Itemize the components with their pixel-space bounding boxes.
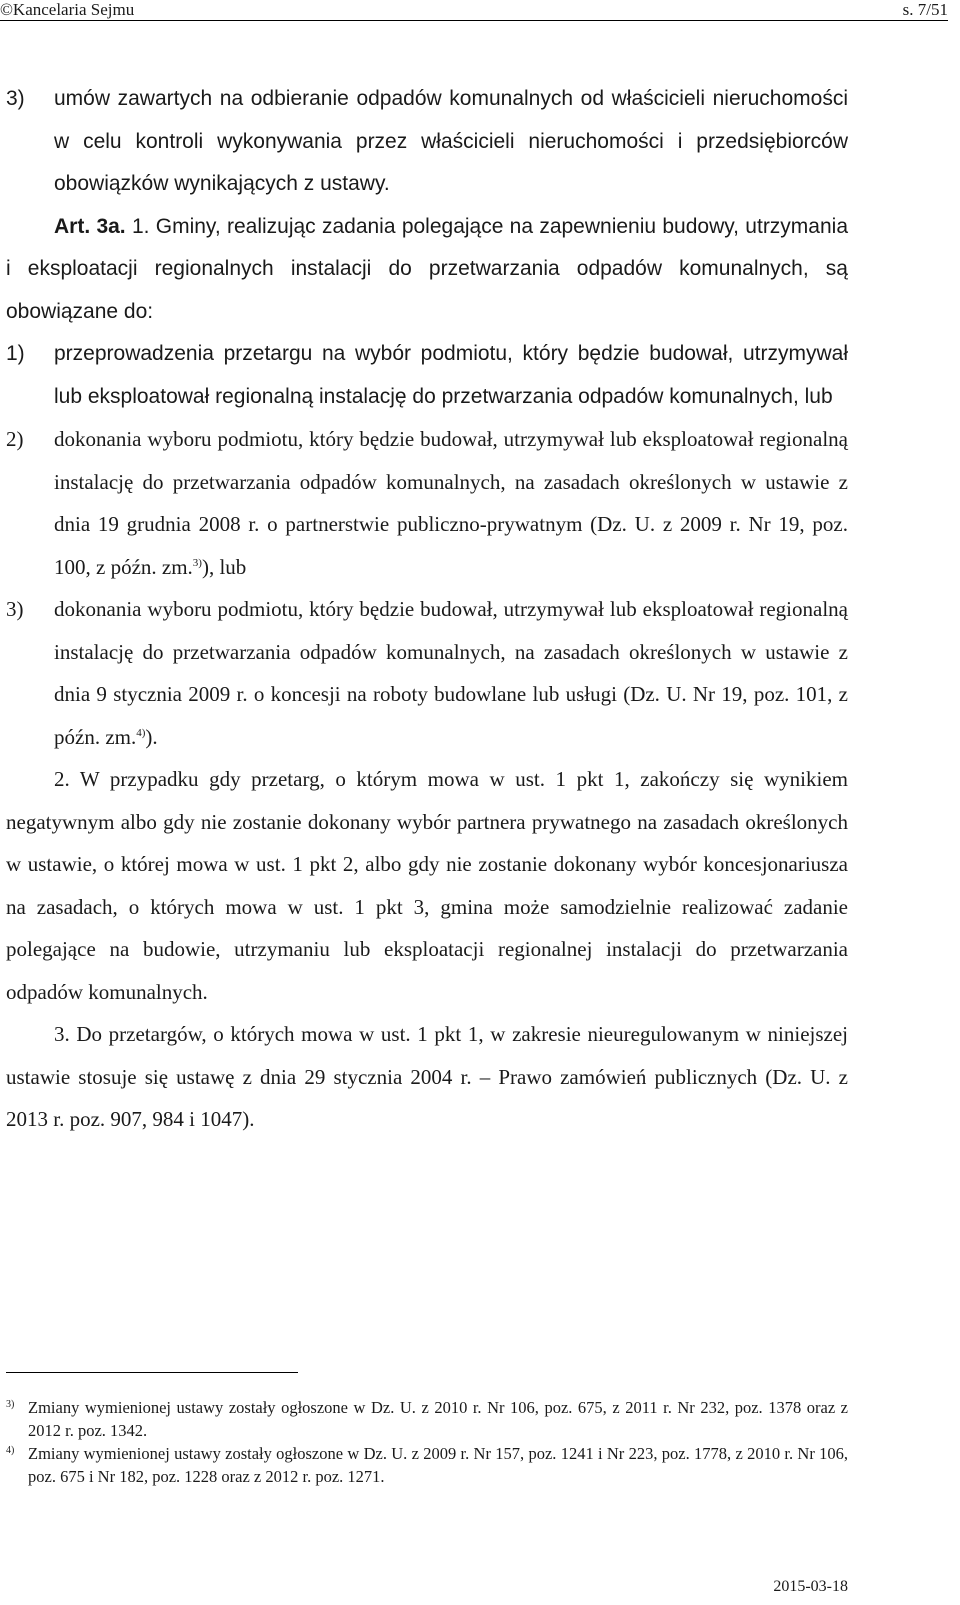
item-number: 2) [6,427,24,451]
document-body [6,78,848,1141]
list-item-3-koncesja [6,588,848,758]
header-source: ©Kancelaria Sejmu [0,0,135,19]
item-text: dokonania wyboru podmiotu, który będzie budował, utrzymywał lub eksploatował regionalną instalację do przetwarzania odpadów komunalnych, na zasadach określonych w ustawie z dnia 9 stycznia 2009 r. o koncesji na roboty budowlane lub usługi (Dz. U. Nr 19, poz. 101, z późn. zm. [54,597,848,749]
list-item-1-przetarg [6,333,848,418]
item-number: 3) [6,597,24,621]
article-text: 1. Gminy, realizując zadania polegające na zapewnieniu budowy, utrzymania i eksploatacji regionalnych instalacji do przetwarzania odpadów komunalnych, są obowiązane do: [6,214,849,323]
item-number: 3) [6,87,25,110]
article-3a-paragraph-1 [6,206,848,334]
item-tail: ), lub [201,554,247,579]
article-label: Art. 3a. [54,214,126,238]
item-text: przeprowadzenia przetargu na wybór podmiotu, który będzie budował, utrzymywał lub eksploatował regionalną instalację do przetwarzania odpadów komunalnych, lub [54,342,848,408]
item-text: dokonania wyboru podmiotu, który będzie budował, utrzymywał lub eksploatował regionalną instalację do przetwarzania odpadów komunalnych, na zasadach określonych w ustawie z dnia 19 grudnia 2008 r. o partnerstwie publiczno-prywatnym (Dz. U. z 2009 r. Nr 19, poz. 100, z późn. zm. [54,427,848,579]
list-item-2-ppp [6,418,848,588]
section-3-paragraph: 3. Do przetargów, o których mowa w ust. 1 pkt 1, w zakresie nieuregulowanym w niniejszej ustawie stosuje się ustawę z dnia 29 stycznia 2004 r. – Prawo zamówień publicznych (Dz. U. z 2013 r. poz. 907, 984 i 1047). [6,1022,848,1131]
header-divider [0,20,948,21]
section-2-paragraph: 2. W przypadku gdy przetarg, o którym mowa w ust. 1 pkt 1, zakończy się wynikiem negatywnym albo gdy nie zostanie dokonany wybór partnera prywatnego na zasadach określonych w ustawie, o której mowa w ust. 1 pkt 2, albo gdy nie zostanie dokonany wybór koncesjonariusza na zasadach, o których mowa w ust. 1 pkt 3, gmina może samodzielnie realizować zadanie polegające na budowie, utrzymaniu lub eksploatacji regionalnej instalacji do przetwarzania odpadów komunalnych. [6,767,848,1004]
footnote-text: Zmiany wymienionej ustawy zostały ogłoszone w Dz. U. z 2010 r. Nr 106, poz. 675, z 2011 r. Nr 232, poz. 1378 oraz z 2012 r. poz. 1342. [28,1398,848,1440]
item-tail: ). [145,724,158,749]
footnote-number: 3) [6,1399,15,1410]
footnote-ref-4: 4) [136,726,146,739]
footnote-text: Zmiany wymienionej ustawy zostały ogłoszone w Dz. U. z 2009 r. Nr 157, poz. 1241 i Nr 223, poz. 1778, z 2010 r. Nr 106, poz. 675 i Nr 182, poz. 1228 oraz z 2012 r. poz. 1271. [28,1444,848,1486]
item-number: 1) [6,342,25,365]
footnote-number: 4) [6,1445,15,1456]
footnote-3 [6,1396,848,1442]
page-number: s. 7/51 [902,0,948,19]
list-item-3-umow [6,78,848,206]
document-date: 2015-03-18 [773,1578,848,1595]
footnote-ref-3: 3) [192,556,202,569]
footnote-divider [6,1372,298,1373]
item-text: umów zawartych na odbieranie odpadów komunalnych od właścicieli nieruchomości w celu kontroli wykonywania przez właścicieli nieruchomości i przedsiębiorców obowiązków wynikających z ustawy. [54,87,848,195]
footnotes [6,1396,848,1488]
footnote-4 [6,1442,848,1488]
